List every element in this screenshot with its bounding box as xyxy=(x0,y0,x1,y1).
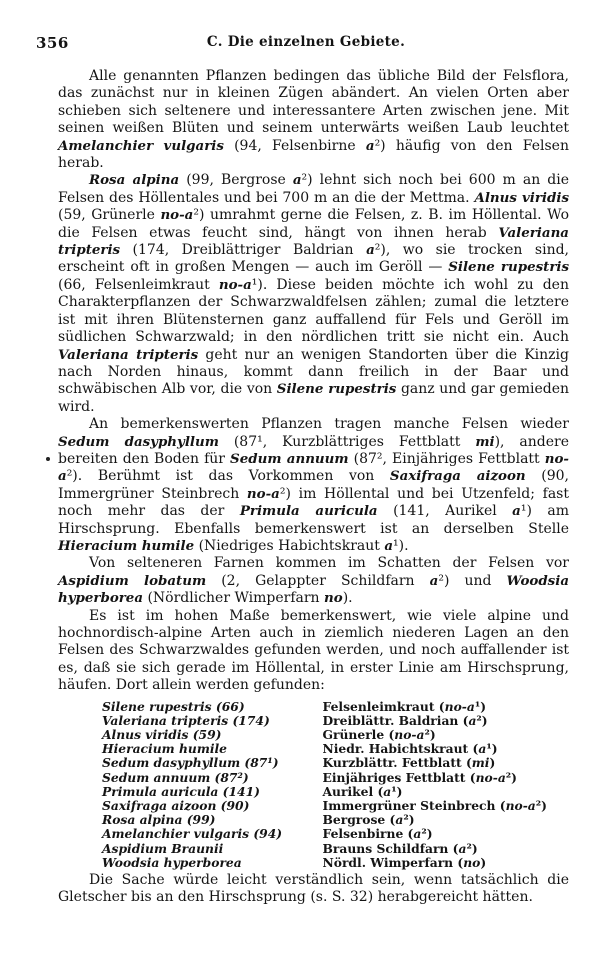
german-name-text: Felsenbirne ( xyxy=(322,826,414,842)
scientific-name: Valeriana tripteris (174) xyxy=(102,712,270,728)
page-header xyxy=(36,34,576,56)
text-run: ¹). xyxy=(393,537,409,554)
german-name-text: Immergrüner Steinbrech ( xyxy=(322,798,506,814)
paragraph xyxy=(58,608,569,695)
plant-row xyxy=(102,728,547,742)
text-run: ¹) am Hirschsprung. Ebenfalls bemerkenswert ist an derselben Stelle xyxy=(58,503,570,537)
scientific-name: Silene rupestris (66) xyxy=(102,698,245,714)
text-run: ²) umrahmt gerne die Felsen, z. B. im Höllental. Wo die Felsen etwas feucht sind, hängt von ihnen herab xyxy=(58,207,570,241)
running-head: C. Die einzelnen Gebiete. xyxy=(206,34,406,50)
italic-term: Primula auricula xyxy=(239,503,378,520)
text-run: (90, Immergrüner Steinbrech xyxy=(58,468,569,502)
text-run: ²) im Höllental und bei Utzenfeld; fast noch mehr das der xyxy=(58,485,569,520)
scientific-name: Amelanchier vulgaris (94) xyxy=(102,826,283,842)
text-run: ¹). Diese beiden möchte ich wohl zu den Charakterpflanzen der Schwarzwaldfelsen zählen; zumal die letztere ist mit ihren Blütensternen ganz auffallend für Fels und Geröll im südlichen Schwarzwald; in den nördlichen tritt sie nicht ein. Auch xyxy=(58,276,569,346)
italic-term: a xyxy=(429,572,439,589)
distribution-code: no xyxy=(463,854,481,870)
paragraph xyxy=(58,416,569,555)
german-name xyxy=(323,813,547,827)
italic-term: no-a xyxy=(246,485,280,502)
german-name xyxy=(323,714,547,728)
german-name xyxy=(323,842,547,856)
italic-term: Saxifraga aizoon xyxy=(389,468,526,485)
text-run: Von selteneren Farnen kommen im Schatten der Felsen vor xyxy=(89,555,569,572)
plant-row xyxy=(102,700,547,714)
distribution-code: a xyxy=(413,826,422,842)
italic-term: Alnus viridis xyxy=(474,189,569,206)
distribution-code: no-a xyxy=(394,727,425,743)
code-suffix: ¹) xyxy=(474,698,487,714)
scientific-name: Rosa alpina (99) xyxy=(102,812,216,828)
code-suffix: ²) xyxy=(535,798,547,814)
scientific-name: Woodsia hyperborea xyxy=(102,854,242,870)
italic-term: no-a xyxy=(58,450,569,485)
italic-term: Aspidium lobatum xyxy=(58,572,207,589)
text-run: ²) und xyxy=(438,572,507,589)
distribution-code: a xyxy=(468,712,477,728)
code-suffix: ¹) xyxy=(486,741,498,757)
plant-row xyxy=(102,827,547,841)
italic-term: Valeriana tripteris xyxy=(58,224,569,259)
code-suffix: ²) xyxy=(424,727,436,743)
body-text xyxy=(58,68,569,907)
distribution-code: mi xyxy=(471,755,490,771)
plant-row xyxy=(102,771,547,785)
italic-term: Hieracium humile xyxy=(58,537,195,554)
german-name xyxy=(323,827,547,841)
plant-row xyxy=(102,714,547,728)
scientific-name: Sedum dasyphyllum (87¹) xyxy=(102,755,279,771)
margin-mark xyxy=(46,457,50,461)
distribution-code: no-a xyxy=(475,769,506,785)
scientific-name: Alnus viridis (59) xyxy=(102,727,222,743)
text-run: (Nördlicher Wimperfarn xyxy=(143,590,325,607)
german-name-text: Dreiblättr. Baldrian ( xyxy=(322,712,469,728)
scientific-name: Saxifraga aizoon (90) xyxy=(102,798,250,814)
text-run: (87², Einjähriges Fettblatt xyxy=(348,450,545,467)
text-run: (66, Felsenleimkraut xyxy=(58,276,219,293)
text-run: ganz und gar gemieden wird. xyxy=(58,381,570,415)
german-name xyxy=(323,700,547,714)
italic-term: Silene rupestris xyxy=(276,381,397,398)
german-name-text: Einjähriges Fettblatt ( xyxy=(322,769,476,785)
distribution-code: a xyxy=(478,741,487,757)
italic-term: a xyxy=(292,172,302,189)
text-run: An bemerkenswerten Pflanzen tragen manche Felsen wieder xyxy=(89,416,569,433)
german-name xyxy=(323,785,547,799)
text-run: ²). Berühmt ist das Vorkommen von xyxy=(66,468,390,485)
text-run: Alle genannten Pflanzen bedingen das übliche Bild der Felsflora, das zunächst nur in kleinen Zügen abändert. An vielen Orten aber schieben sich seltenere und interessantere Arten zwischen jene. Mit seinen weißen Blüten und seinem unterwärts weißen Laub leuchtet xyxy=(58,68,569,137)
text-run: Es ist im hohen Maße bemerkenswert, wie viele alpine und hochnordisch-alpine Arten auch in ziemlich niederen Lagen an den Felsen des Schwarzwaldes gefunden werden, und noch auffallender ist es, daß sie sich gerade im Höllental, in erster Linie am Hirschsprung, häufen. Dort allein werden gefunden: xyxy=(58,607,569,694)
text-run: (Niedriges Habichtskraut xyxy=(194,537,385,554)
italic-term: a xyxy=(512,503,521,520)
scientific-name: Aspidium Braunii xyxy=(102,840,224,856)
german-name-text: Bergrose ( xyxy=(322,812,396,828)
scientific-name: Sedum annuum (87²) xyxy=(102,769,249,785)
code-suffix: ²) xyxy=(476,712,488,728)
italic-term: a xyxy=(384,537,394,554)
text-run: Die Sache würde leicht verständlich sein, wenn tatsächlich die Gletscher bis an den Hirschsprung (s. S. 32) herabgereicht hätten. xyxy=(58,872,569,906)
german-name-text: Brauns Schildfarn ( xyxy=(322,840,459,856)
text-run: ²), wo sie trocken sind, erscheint oft in großen Mengen — auch im Geröll — xyxy=(58,242,569,276)
code-suffix: ) xyxy=(489,755,496,771)
german-name xyxy=(323,799,547,813)
italic-term: Sedum dasyphyllum xyxy=(58,433,219,450)
german-name-text: Aurikel ( xyxy=(322,783,384,799)
text-run: (141, Aurikel xyxy=(377,503,513,520)
german-name-text: Kurzblättr. Fettblatt ( xyxy=(322,755,472,771)
italic-term: mi xyxy=(475,433,495,450)
german-name xyxy=(323,728,547,742)
text-run: ), andere bereiten den Boden für xyxy=(58,433,569,467)
plant-row xyxy=(102,842,547,856)
text-run: (2, Gelappter Schildfarn xyxy=(206,572,430,589)
plant-row xyxy=(102,856,547,870)
plant-row xyxy=(102,799,547,813)
german-name xyxy=(323,771,547,785)
text-run: ). xyxy=(342,590,353,607)
code-suffix: ²) xyxy=(403,812,415,828)
scientific-name: Primula auricula (141) xyxy=(102,783,260,799)
italic-term: Sedum annuum xyxy=(230,450,349,467)
paragraph xyxy=(58,555,569,607)
page-number: 356 xyxy=(36,34,69,52)
text-run: (174, Dreiblättriger Baldrian xyxy=(120,242,367,259)
german-name-text: Felsenleimkraut ( xyxy=(322,698,445,714)
code-suffix: ²) xyxy=(421,826,433,842)
code-suffix: ) xyxy=(480,854,487,870)
german-name xyxy=(323,756,547,770)
italic-term: Valeriana tripteris xyxy=(58,346,199,363)
text-run: ²) häufig von den Felsen herab. xyxy=(58,137,569,172)
italic-term: no-a xyxy=(218,276,252,293)
italic-term: no xyxy=(324,590,343,607)
text-run: ²) lehnt sich noch bei 600 m an die Felsen des Höllentales und bei 700 m an die der Mettma. xyxy=(58,172,570,206)
german-name-text: Grünerle ( xyxy=(322,727,395,743)
plant-row xyxy=(102,756,547,770)
german-name xyxy=(323,856,547,870)
italic-term: a xyxy=(366,242,375,259)
italic-term: no-a xyxy=(160,207,194,224)
text-run: (94, Felsenbirne xyxy=(223,137,366,154)
distribution-code: no-a xyxy=(505,798,536,814)
code-suffix: ²) xyxy=(466,840,478,856)
distribution-code: a xyxy=(383,783,392,799)
plant-row xyxy=(102,742,547,756)
paragraph xyxy=(58,68,569,172)
distribution-code: a xyxy=(458,840,467,856)
scientific-name: Hieracium humile xyxy=(102,741,228,757)
italic-term: Rosa alpina xyxy=(89,172,180,189)
plant-row xyxy=(102,785,547,799)
code-suffix: ¹) xyxy=(391,783,403,799)
plant-row xyxy=(102,813,547,827)
text-run: (99, Bergrose xyxy=(179,172,293,189)
italic-term: Silene rupestris xyxy=(448,259,570,276)
plant-list-table xyxy=(102,700,547,870)
paragraph xyxy=(58,172,569,416)
text-run: (59, Grünerle xyxy=(58,207,161,224)
distribution-code: no-a xyxy=(444,698,475,714)
italic-term: Woodsia hyperborea xyxy=(58,572,569,607)
distribution-code: a xyxy=(395,812,404,828)
german-name xyxy=(323,742,547,756)
italic-term: a xyxy=(365,137,375,154)
text-run: geht nur an wenigen Standorten über die Kinzig nach Norden hinaus, kommt dann freilich in der Baar und schwäbischen Alb vor, die von xyxy=(58,346,569,398)
text-run: (87¹, Kurzblättriges Fettblatt xyxy=(218,433,476,450)
german-name-text: Niedr. Habichtskraut ( xyxy=(322,741,479,757)
italic-term: Amelanchier vulgaris xyxy=(58,137,224,154)
closing-paragraph xyxy=(58,872,569,907)
german-name-text: Nördl. Wimperfarn ( xyxy=(322,854,464,870)
code-suffix: ²) xyxy=(505,769,518,785)
